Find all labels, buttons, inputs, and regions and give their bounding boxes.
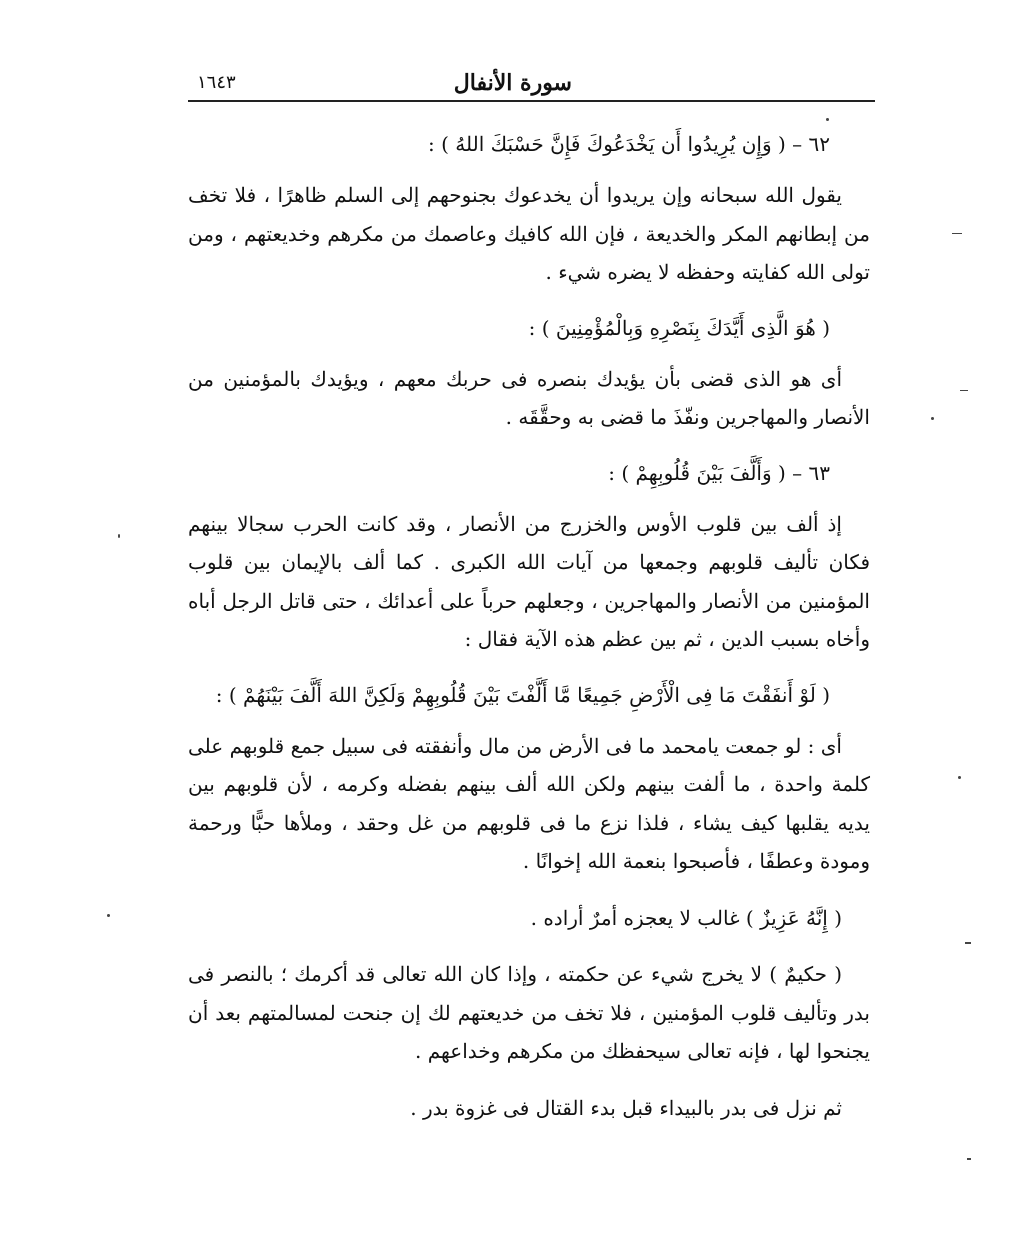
scan-speck bbox=[952, 233, 962, 234]
commentary-63-continued: أى : لو جمعت يامحمد ما فى الأرض من مال وأنفقته فى سبيل جمع قلوبهم على كلمة واحدة ، ما ألفت بينهم ولكن الله ألف بينهم بفضله وكرمه ، لأن قلوبهم بين يديه يقلبها كيف يشاء ، فلذا نزع ما فى قلوبهم من غل وحقد ، وملأها حبًّا ورحمة ومودة وعطفًا ، فأصبحوا بنعمة الله إخوانًا . bbox=[188, 733, 870, 873]
scan-speck bbox=[931, 417, 934, 420]
commentary-aziz: ( إِنَّهُ عَزِيزٌ ) غالب لا يعجزه أمرٌ أراده . bbox=[530, 905, 842, 930]
scan-speck bbox=[826, 118, 829, 121]
commentary-63: إذ ألف بين قلوب الأوس والخزرج من الأنصار ، وقد كانت الحرب سجالا بينهم فكان تأليف قلوبهم وجمعها من آيات الله الكبرى . كما ألف بالإيمان بين قلوب المؤمنين من الأنصار والمهاجرين ، وجعلهم حرباً على أعدائك ، حتى قاتل الرجل أباه وأخاه بسبب الدين ، ثم بين عظم هذه الآية فقال : bbox=[188, 511, 870, 651]
scan-speck bbox=[960, 390, 968, 391]
verse-62-continued: ( هُوَ الَّذِى أَيَّدَكَ بِنَصْرِهِ وَبِالْمُؤْمِنِينَ ) : bbox=[528, 315, 830, 340]
commentary-hakim: ( حكيمٌ ) لا يخرج شيء عن حكمته ، وإذا كان الله تعالى قد أكرمك ؛ بالنصر فى بدر وتأليف قلوب المؤمنين ، فلا تخف من خديعتهم لك إن جنحت لمسالمتهم بعد أن يجنحوا لها ، فإنه تعالى سيحفظك من مكرهم وخداعهم . bbox=[188, 962, 870, 1063]
page-body bbox=[188, 118, 870, 1145]
scan-speck bbox=[965, 942, 971, 944]
commentary-62: يقول الله سبحانه وإن يريدوا أن يخدعوك بجنوحهم إلى السلم ظاهرًا ، فلا تخف من إبطانهم المكر والخديعة ، فإن الله كافيك وعاصمك من مكرهم وخديعتهم ، ومن تولى الله كفايته وحفظه لا يضره شيء . bbox=[188, 183, 870, 284]
surah-title: سورة الأنفال bbox=[453, 70, 572, 96]
page-number: ١٦٤٣ bbox=[197, 72, 236, 93]
scan-speck bbox=[958, 776, 961, 779]
page-header bbox=[185, 62, 872, 102]
verse-63-continued: ( لَوْ أَنفَقْتَ مَا فِى الْأَرْضِ جَمِيعًا مَّا أَلَّفْتَ بَيْنَ قُلُوبِهِمْ وَلَكِنَّ اللهَ أَلَّفَ بَيْنَهُمْ ) : bbox=[215, 682, 830, 707]
scan-speck bbox=[967, 1158, 971, 1160]
verse-63: ٦٣ – ( وَأَلَّفَ بَيْنَ قُلُوبِهِمْ ) : bbox=[608, 460, 830, 485]
header-divider bbox=[188, 100, 875, 102]
scan-speck bbox=[118, 534, 120, 538]
scan-speck bbox=[107, 914, 110, 917]
commentary-62-continued: أى هو الذى قضى بأن يؤيدك بنصره فى حربك معهم ، ويؤيدك بالمؤمنين من الأنصار والمهاجرين ونفّذَ ما قضى به وحقَّقَه . bbox=[188, 366, 870, 429]
verse-62: ٦٢ – ( وَإِن يُرِيدُوا أَن يَخْدَعُوكَ فَإِنَّ حَسْبَكَ اللهُ ) : bbox=[428, 132, 830, 156]
commentary-closing: ثم نزل فى بدر بالبيداء قبل بدء القتال فى غزوة بدر . bbox=[410, 1095, 842, 1120]
